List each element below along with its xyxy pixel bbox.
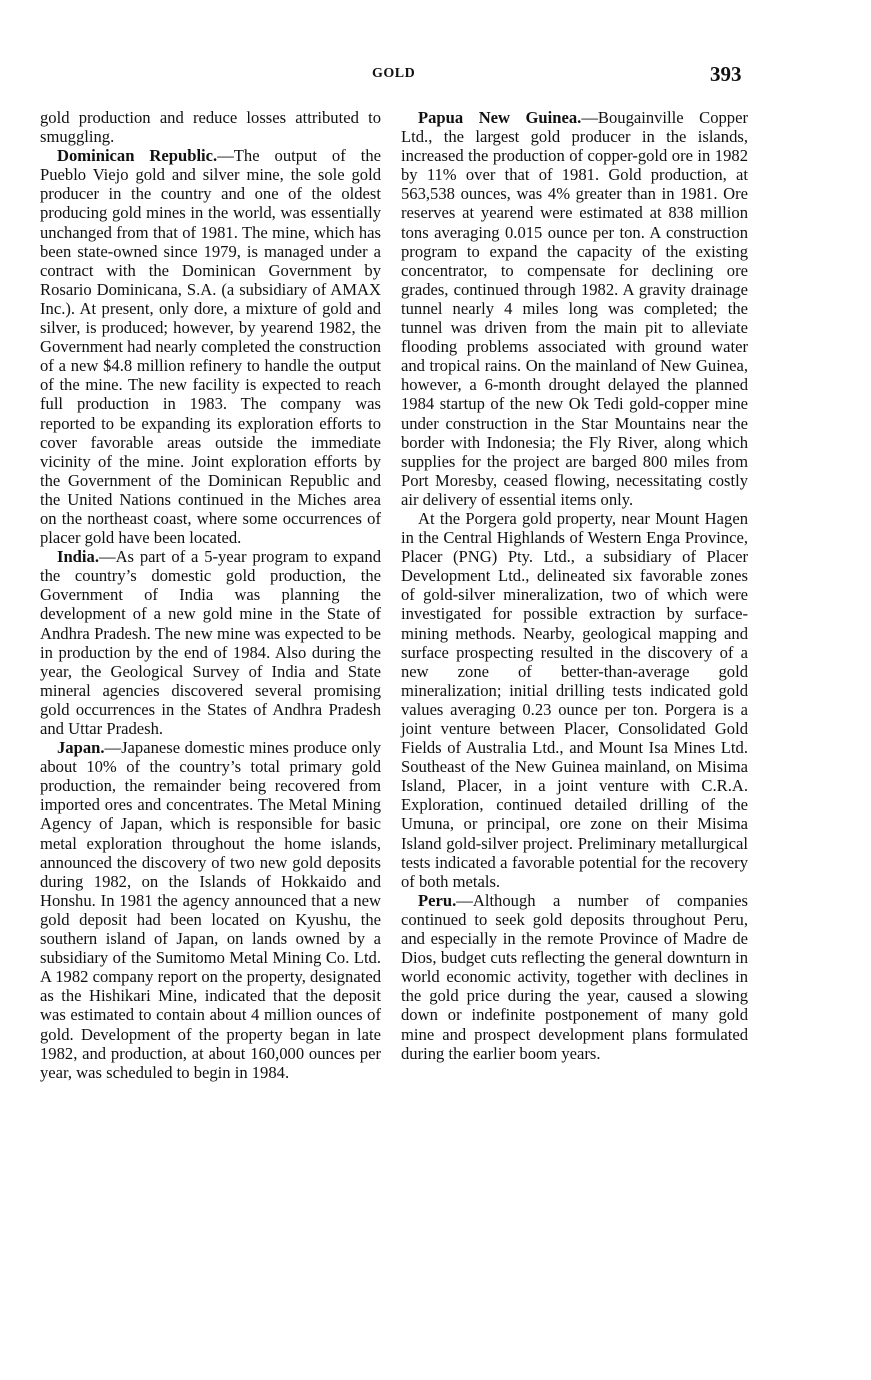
running-head [0, 62, 871, 86]
paragraph-text: At the Porgera gold property, near Mount Hagen in the Central Highlands of Western Enga Province, Placer (PNG) Pty. Ltd., a subsidiary of Placer Development Ltd., delineated six favorable zones of gold-silver mineralization, two of which were investigated for possible extraction by surface-mining methods. Nearby, geological mapping and surface prospecting resulted in the discovery of a new zone of better-than-average gold mineralization; initial drilling tests indicated gold values averaging 0.23 ounce per ton. Porgera is a joint venture between Placer, Consolidated Gold Fields of Australia Ltd., and Mount Isa Mines Ltd. Southeast of the New Guinea mainland, on Misima Island, Placer, in a joint venture with C.R.A. Exploration, continued detailed drilling of the Umuna, or principal, ore zone on their Misima Island gold-silver project. Preliminary metallurgical tests indicated a favorable potential for the recovery of both metals. [401, 508, 748, 891]
running-title: GOLD [372, 66, 416, 81]
section-heading-papua-new-guinea: Papua New Guinea. [418, 108, 582, 127]
paragraph-continuation [40, 108, 381, 146]
section-heading-india: India. [57, 547, 99, 567]
paragraph-text: —Japanese domestic mines produce only about 10% of the country’s total primary gold production, the remainder being recovered from imported ores and concentrates. The Metal Mining Agency of Japan, which is responsible for basic metal exploration throughout the home islands, announced the discovery of two new gold deposits during 1982, on the Islands of Hokkaido and Honshu. In 1981 the agency announced that a new gold deposit had been located on Kyushu, the southern island of Japan, on lands owned by a subsidiary of the Sumitomo Metal Mining Co. Ltd. A 1982 company report on the property, designated as the Hishikari Mine, indicated that the deposit was estimated to contain about 4 million ounces of gold. Development of the property began in late 1982, and production, at about 160,000 ounces per year, was scheduled to begin in 1984. [40, 738, 381, 1082]
paragraph-india [40, 547, 381, 738]
right-column [401, 108, 748, 1063]
paragraph-text: —Although a number of companies continued to seek gold deposits throughout Peru, and especially in the remote Province of Madre de Dios, budget cuts reflecting the general downturn in world economic activity, together with declines in the gold price during the year, caused a slowing down or indefinite postponement of many gold mine and prospect development plans formulated during the earlier boom years. [401, 890, 748, 1063]
section-heading-peru: Peru. [418, 890, 457, 910]
paragraph-papua-new-guinea [401, 108, 748, 509]
section-heading-japan: Japan. [57, 738, 105, 758]
left-column [40, 108, 381, 1082]
paragraph-text: —Bougainville Copper Ltd., the largest gold producer in the islands, increased the production of copper-gold ore in 1982 by 11% over that of 1981. Gold production, at 563,538 ounces, was 4% greater than in 1981. Ore reserves at yearend were estimated at 838 million tons averaging 0.015 ounce per ton. A construction program to expand the capacity of the existing concentrator, to compensate for declining ore grades, continued through 1982. A gravity drainage tunnel nearly 4 miles long was completed; the tunnel was driven from the main pit to alleviate flooding problems associated with ground water and tropical rains. On the mainland of New Guinea, however, a 6-month drought delayed the planned 1984 startup of the new Ok Tedi gold-copper mine under construction in the Star Mountains near the border with Indonesia; the Fly River, along which supplies for the project are barged 800 miles from Port Moresby, ceased flowing, necessitating costly air delivery of essential items only. [401, 108, 748, 509]
paragraph-text: —The output of the Pueblo Viejo gold and silver mine, the sole gold producer in the country and one of the oldest producing gold mines in the world, was essentially unchanged from that of 1981. The mine, which has been state-owned since 1979, is managed under a contract with the Dominican Government by Rosario Dominicana, S.A. (a subsidiary of AMAX Inc.). At present, only dore, a mixture of gold and silver, is produced; however, by yearend 1982, the Government had nearly completed the construction of a new $4.8 million refinery to handle the output of the mine. The new facility is expected to reach full production in 1983. The company was reported to be expanding its exploration efforts to cover favorable areas outside the immediate vicinity of the mine. Joint exploration efforts by the Government of the Dominican Republic and the United Nations continued in the Miches area on the northeast coast, where some occurrences of placer gold have been located. [40, 146, 381, 548]
paragraph-porgera [401, 509, 748, 891]
page-number: 393 [710, 62, 742, 86]
paragraph-text: gold production and reduce losses attributed to smuggling. [40, 108, 381, 147]
paragraph-peru [401, 891, 748, 1063]
paragraph-text: —As part of a 5-year program to expand the country’s domestic gold production, the Government of India was planning the development of a new gold mine in the State of Andhra Pradesh. The new mine was expected to be in production by the end of 1984. Also during the year, the Geological Survey of India and State mineral agencies discovered several promising gold occurrences in the States of Andhra Pradesh and Uttar Pradesh. [40, 547, 381, 738]
section-heading-dominican-republic: Dominican Republic. [57, 146, 218, 166]
paragraph-dominican-republic [40, 146, 381, 547]
paragraph-japan [40, 738, 381, 1082]
